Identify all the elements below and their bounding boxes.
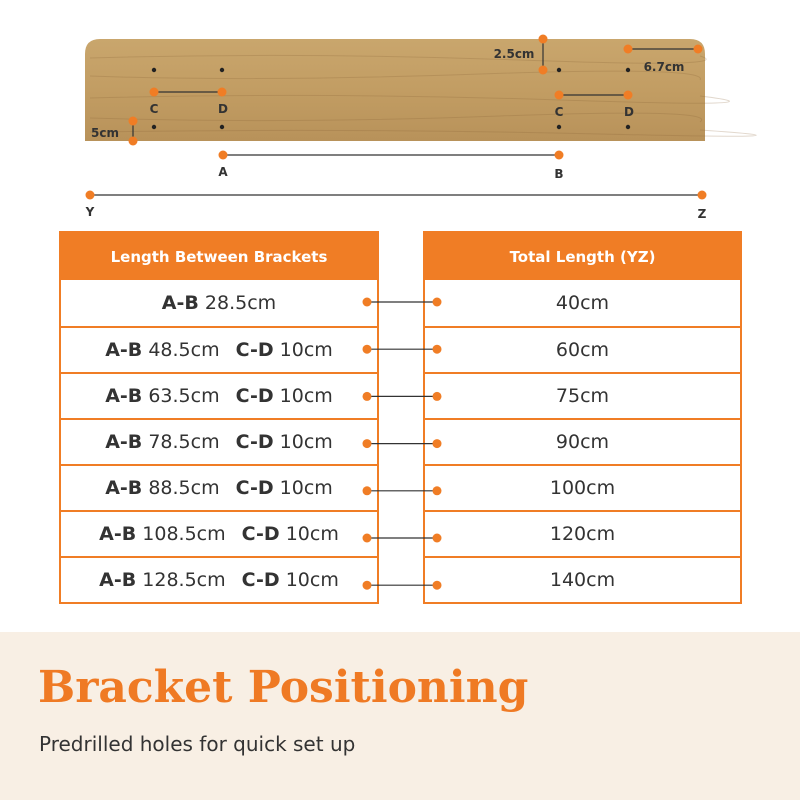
cd-label: C-D — [235, 339, 274, 361]
cd-value: 10cm — [285, 523, 339, 545]
cd-value: 10cm — [279, 385, 333, 407]
label-a: A — [218, 165, 228, 179]
table-row — [425, 510, 740, 556]
ab-value: 88.5cm — [148, 477, 220, 499]
table-row — [425, 326, 740, 372]
ab-value: 63.5cm — [148, 385, 220, 407]
marker-y — [86, 191, 95, 200]
ab-value: 28.5cm — [204, 292, 277, 314]
total-length-rows — [425, 280, 740, 602]
cd-label: C-D — [235, 385, 274, 407]
marker-d-left — [218, 88, 227, 97]
total-length-table — [423, 231, 742, 604]
label-d-left: D — [218, 102, 228, 116]
total-value: 100cm — [549, 477, 616, 499]
total-value: 40cm — [555, 292, 610, 314]
ab-label: A-B — [99, 523, 137, 545]
wood-shelf — [85, 39, 705, 141]
total-value: 120cm — [549, 523, 616, 545]
cd-label: C-D — [241, 569, 280, 591]
label-end-offset: 6.7cm — [643, 60, 685, 74]
label-b: B — [554, 167, 564, 181]
ab-label: A-B — [161, 292, 199, 314]
label-c-left: C — [149, 102, 159, 116]
cd-value: 10cm — [279, 477, 333, 499]
marker-c-left — [150, 88, 159, 97]
table-row — [425, 464, 740, 510]
label-d-right: D — [624, 105, 634, 119]
ab-label: A-B — [99, 569, 137, 591]
page-subtitle: Predrilled holes for quick set up — [39, 732, 356, 756]
table-row — [425, 418, 740, 464]
table-row — [61, 372, 377, 418]
table-row — [61, 510, 377, 556]
brackets-length-table — [59, 231, 379, 604]
total-value: 75cm — [555, 385, 610, 407]
label-y: Y — [85, 205, 95, 219]
table-row — [61, 556, 377, 602]
cd-label: C-D — [235, 477, 274, 499]
label-z: Z — [697, 207, 707, 221]
ab-value: 48.5cm — [148, 339, 220, 361]
table-row — [61, 280, 377, 326]
footer-banner — [0, 632, 800, 800]
cd-label: C-D — [235, 431, 274, 453]
table-row — [425, 372, 740, 418]
ab-label: A-B — [105, 385, 143, 407]
table-row — [61, 326, 377, 372]
total-value: 60cm — [555, 339, 610, 361]
label-edge-offset: 5cm — [91, 126, 119, 140]
marker-d-right — [624, 91, 633, 100]
table-row — [425, 556, 740, 602]
shelf-diagram — [0, 0, 800, 230]
marker-a — [219, 151, 228, 160]
marker-b — [555, 151, 564, 160]
cd-value: 10cm — [279, 431, 333, 453]
ab-value: 108.5cm — [142, 523, 226, 545]
table-row — [61, 418, 377, 464]
ab-label: A-B — [105, 477, 143, 499]
ab-label: A-B — [105, 431, 143, 453]
table-row — [61, 464, 377, 510]
marker-c-right — [555, 91, 564, 100]
cd-value: 10cm — [279, 339, 333, 361]
total-value: 140cm — [549, 569, 616, 591]
table-row — [425, 280, 740, 326]
ab-label: A-B — [105, 339, 143, 361]
label-c-right: C — [554, 105, 564, 119]
cd-label: C-D — [241, 523, 280, 545]
label-top-offset: 2.5cm — [493, 47, 535, 61]
page-title: Bracket Positioning — [38, 662, 529, 713]
total-value: 90cm — [555, 431, 610, 453]
ab-value: 78.5cm — [148, 431, 220, 453]
ab-value: 128.5cm — [142, 569, 226, 591]
cd-value: 10cm — [285, 569, 339, 591]
brackets-length-rows — [61, 280, 377, 602]
total-length-header: Total Length (YZ) — [425, 233, 740, 280]
marker-z — [698, 191, 707, 200]
brackets-length-header: Length Between Brackets — [61, 233, 377, 280]
